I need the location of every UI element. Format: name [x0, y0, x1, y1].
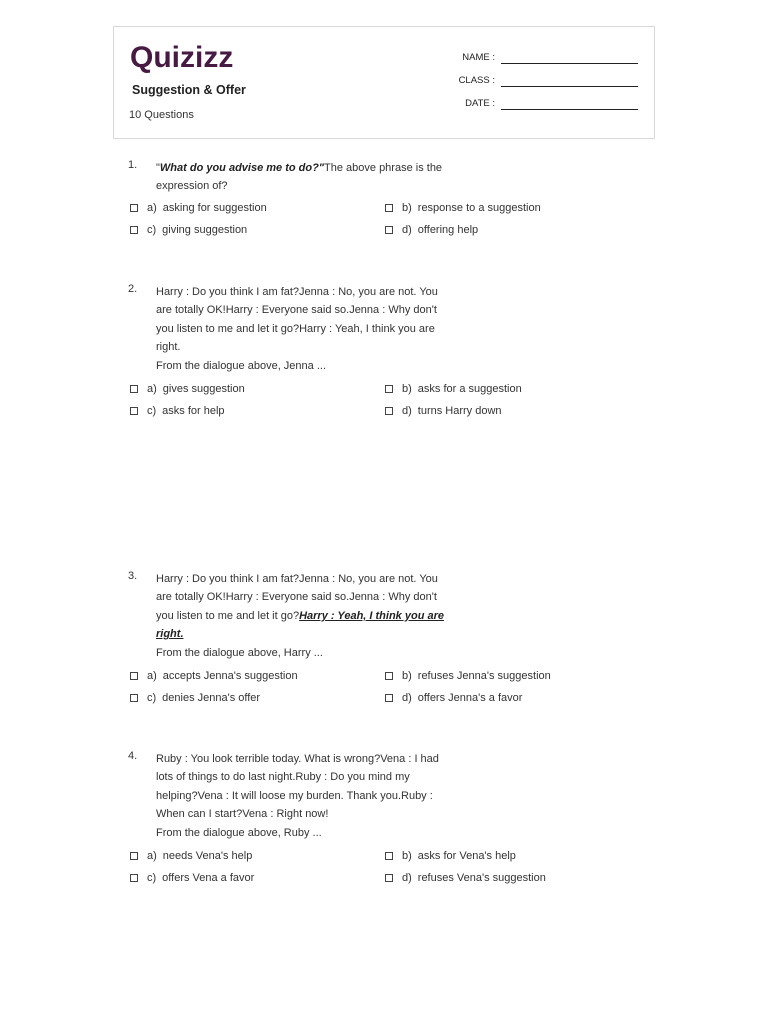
option-c[interactable]: c) denies Jenna's offer [130, 692, 260, 704]
question-number: 1. [128, 159, 138, 171]
option-a[interactable]: a) accepts Jenna's suggestion [130, 670, 298, 682]
underlined-phrase: Harry : Yeah, I think you are right. [156, 609, 444, 641]
checkbox[interactable] [385, 874, 393, 882]
question-text: Harry : Do you think I am fat?Jenna : No, you are not. You are totally OK!Harry : Everyone said so.Jenna : Why don't you listen to me and let it go?Harry : Yeah, I think you are right. From the dialogue above, Harry ... [156, 573, 444, 659]
class-label: CLASS : [458, 75, 495, 86]
checkbox[interactable] [130, 226, 138, 234]
checkbox[interactable] [385, 385, 393, 393]
checkbox[interactable] [385, 672, 393, 680]
checkbox[interactable] [130, 874, 138, 882]
question-count: 10 Questions [129, 109, 194, 121]
question-text: "What do you advise me to do?"The above phrase is the expression of? [156, 162, 443, 193]
question-text: Harry : Do you think I am fat?Jenna : No, you are not. You are totally OK!Harry : Everyone said so.Jenna : Why don't you listen to me and let it go?Harry : Yeah, I think you are right. From the dialogue above, Jenna ... [156, 286, 438, 372]
option-d[interactable]: d) turns Harry down [385, 405, 502, 417]
option-d[interactable]: d) offering help [385, 224, 478, 236]
worksheet-title: Suggestion & Offer [132, 83, 246, 97]
option-a[interactable]: a) needs Vena's help [130, 850, 252, 862]
option-c[interactable]: c) giving suggestion [130, 224, 247, 236]
option-b[interactable]: b) asks for Vena's help [385, 850, 516, 862]
date-field[interactable] [438, 97, 638, 113]
question-number: 2. [128, 283, 138, 295]
name-label: NAME : [462, 52, 495, 63]
checkbox[interactable] [130, 694, 138, 702]
checkbox[interactable] [385, 226, 393, 234]
option-b[interactable]: b) response to a suggestion [385, 202, 541, 214]
option-d[interactable]: d) offers Jenna's a favor [385, 692, 522, 704]
checkbox[interactable] [385, 694, 393, 702]
question-text: Ruby : You look terrible today. What is wrong?Vena : I had lots of things to do last night.Ruby : Do you mind my helping?Vena : It will loose my burden. Thank you.Ruby : When can I start?Vena : Right now! From the dialogue above, Ruby ... [156, 753, 439, 839]
checkbox[interactable] [130, 852, 138, 860]
class-line[interactable] [501, 86, 638, 87]
date-label: DATE : [465, 98, 495, 109]
option-a[interactable]: a) gives suggestion [130, 383, 245, 395]
option-d[interactable]: d) refuses Vena's suggestion [385, 872, 546, 884]
class-field[interactable] [438, 74, 638, 90]
checkbox[interactable] [130, 385, 138, 393]
question-number: 4. [128, 750, 138, 762]
question-prompt: From the dialogue above, Ruby ... [156, 826, 322, 839]
checkbox[interactable] [385, 852, 393, 860]
checkbox[interactable] [130, 204, 138, 212]
checkbox[interactable] [130, 672, 138, 680]
checkbox[interactable] [385, 204, 393, 212]
worksheet-header [113, 26, 655, 139]
name-field[interactable] [438, 51, 638, 67]
name-line[interactable] [501, 63, 638, 64]
option-b[interactable]: b) asks for a suggestion [385, 383, 522, 395]
checkbox[interactable] [130, 407, 138, 415]
checkbox[interactable] [385, 407, 393, 415]
date-line[interactable] [501, 109, 638, 110]
emphasized-phrase: What do you advise me to do?" [159, 162, 325, 174]
option-a[interactable]: a) asking for suggestion [130, 202, 267, 214]
option-c[interactable]: c) asks for help [130, 405, 225, 417]
logo-text: Quizizz [130, 41, 234, 74]
quizizz-logo [130, 41, 240, 75]
question-prompt: From the dialogue above, Harry ... [156, 646, 323, 659]
question-prompt: From the dialogue above, Jenna ... [156, 359, 326, 372]
question-number: 3. [128, 570, 138, 582]
option-c[interactable]: c) offers Vena a favor [130, 872, 254, 884]
option-b[interactable]: b) refuses Jenna's suggestion [385, 670, 551, 682]
